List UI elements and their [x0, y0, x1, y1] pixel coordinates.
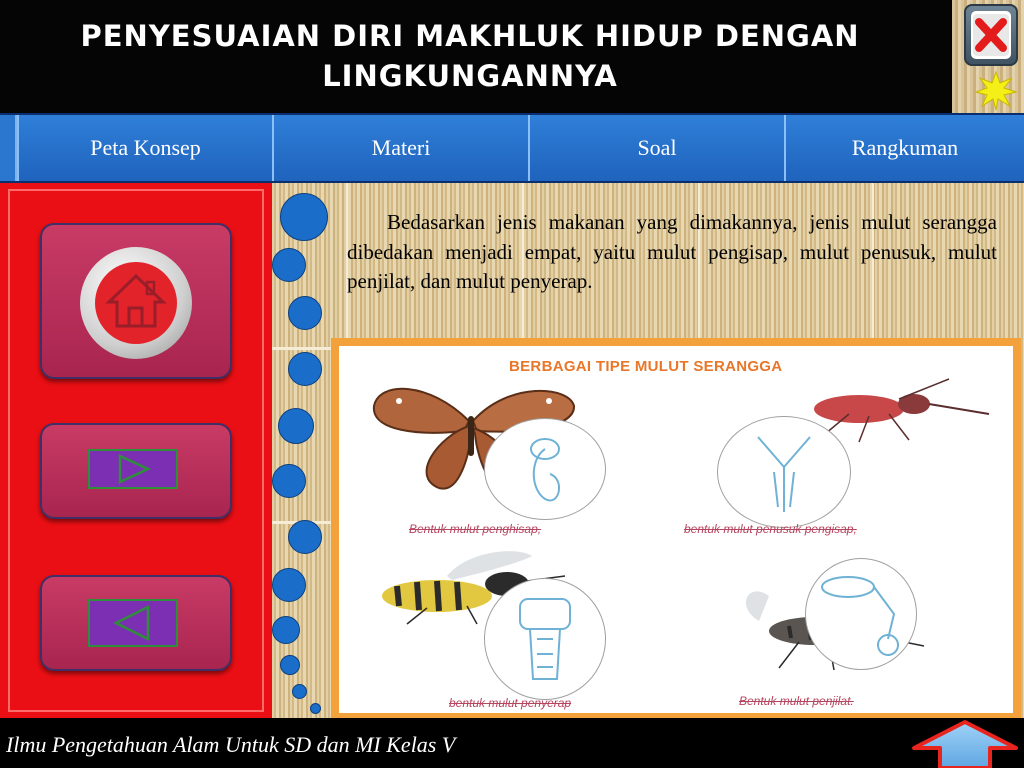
nav-stub	[0, 115, 17, 181]
footer-bar	[0, 718, 1024, 768]
mouth-diagram-circle	[717, 416, 851, 528]
close-icon[interactable]	[971, 11, 1011, 59]
close-button[interactable]	[964, 4, 1018, 66]
decor-dot	[292, 684, 307, 699]
decor-dot	[272, 568, 306, 602]
caption-penusuk: bentuk mulut penusuk pengisap,	[684, 522, 857, 536]
footer-text: Ilmu Pengetahuan Alam Untuk SD dan MI Kelas V	[6, 732, 456, 757]
tab-peta-konsep[interactable]: Peta Konsep	[17, 115, 272, 181]
back-icon-box	[88, 599, 178, 647]
next-button[interactable]	[40, 423, 232, 519]
decor-dot	[288, 352, 322, 386]
star-icon	[974, 70, 1018, 110]
title-bar	[0, 0, 952, 113]
back-button[interactable]	[40, 575, 232, 671]
grid-line	[272, 347, 332, 350]
decor-dot	[310, 703, 321, 714]
tab-materi[interactable]: Materi	[272, 115, 528, 181]
figure-title: BERBAGAI TIPE MULUT SERANGGA	[509, 358, 783, 375]
decor-dot	[280, 193, 328, 241]
up-arrow-icon[interactable]	[906, 718, 1024, 768]
left-panel	[0, 183, 272, 718]
nav-bar	[0, 113, 1024, 183]
home-icon-background	[95, 262, 177, 344]
home-icon	[95, 262, 177, 344]
page-title: PENYESUAIAN DIRI MAKHLUK HIDUP DENGAN LINGKUNGANNYA	[80, 19, 860, 93]
decor-dot	[272, 248, 306, 282]
decor-dot	[278, 408, 314, 444]
mouth-diagram-circle	[805, 558, 917, 670]
mouth-diagram-circle	[484, 418, 606, 520]
tab-soal[interactable]: Soal	[528, 115, 784, 181]
play-icon	[90, 451, 176, 487]
decor-dot	[272, 464, 306, 498]
back-icon	[90, 601, 176, 645]
figure-frame	[331, 338, 1021, 719]
caption-penjilat: Bentuk mulut penjilat.	[739, 694, 854, 708]
decor-dot	[288, 296, 322, 330]
home-button-circle[interactable]	[80, 247, 192, 359]
home-button[interactable]	[40, 223, 232, 379]
decor-dot	[272, 616, 300, 644]
mouth-diagram-circle	[484, 578, 606, 700]
decor-dot	[280, 655, 300, 675]
decor-dot	[288, 520, 322, 554]
insect-mouth-figure	[339, 346, 1013, 713]
play-icon-box	[88, 449, 178, 489]
caption-penyerap: bentuk mulut penyerap	[449, 696, 572, 710]
tab-rangkuman[interactable]: Rangkuman	[784, 115, 1024, 181]
caption-penghisap: Bentuk mulut penghisap,	[409, 522, 542, 536]
body-paragraph: Bedasarkan jenis makanan yang dimakannya, jenis mulut serangga dibedakan menjadi empat, yaitu mulut pengisap, mulut penusuk, mulut penjilat, dan mulut penyerap.	[347, 210, 997, 293]
